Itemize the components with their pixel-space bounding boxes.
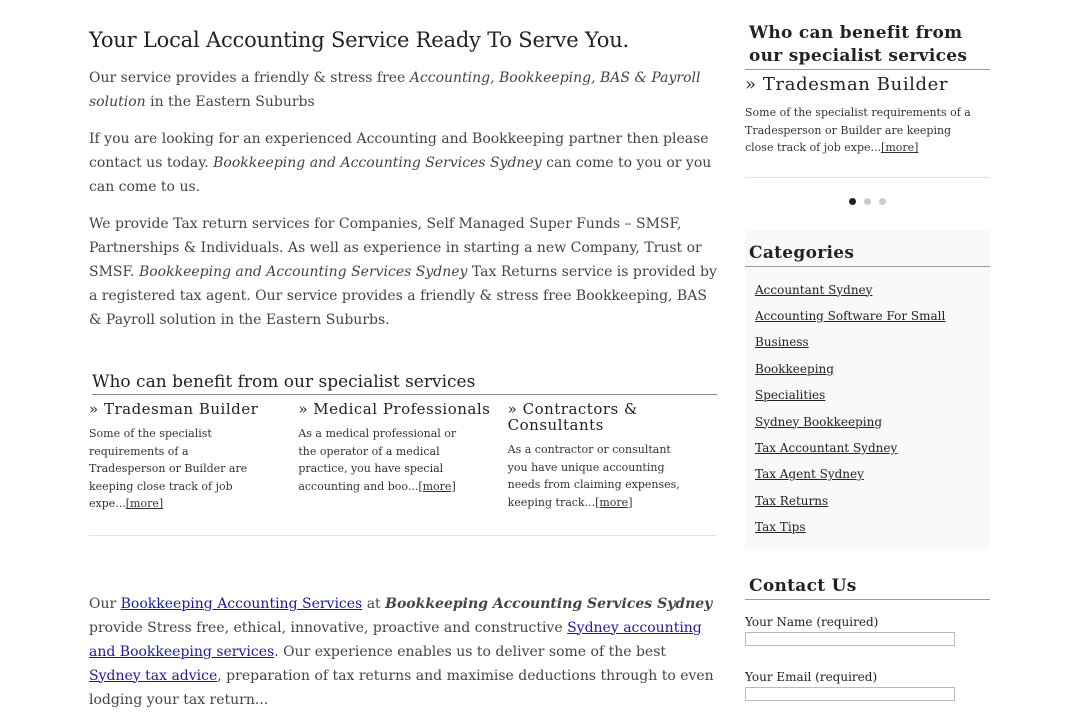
more-link[interactable]: [more] bbox=[125, 497, 164, 510]
name-input[interactable] bbox=[745, 632, 955, 646]
intro-paragraph-3 bbox=[89, 212, 717, 332]
blurb-text: Some of the specialist requirements of a Tradesperson or Builder are keeping close track of job expe... bbox=[89, 427, 248, 510]
divider bbox=[745, 177, 990, 178]
slider-dot-2[interactable] bbox=[864, 198, 871, 205]
text: can come to you or you can come to us. bbox=[89, 155, 712, 195]
slider-item-title: » Tradesman Builder bbox=[745, 74, 949, 95]
text: We provide Tax return services for Companies, Self Managed Super Funds – SMSF, Partnerships & Individuals. As well as experience in starting a new Company, Trust or SMSF. bbox=[89, 216, 702, 280]
intro-paragraph-2 bbox=[89, 127, 717, 199]
blurb-text: As a medical professional or the operator of a medical practice, you have special accounting and boo... bbox=[298, 427, 457, 493]
emphasis: Bookkeeping and Accounting Services Sydney bbox=[213, 155, 542, 171]
specialist-contractors bbox=[508, 401, 717, 513]
more-link[interactable]: [more] bbox=[418, 479, 456, 493]
list-item bbox=[755, 277, 990, 303]
sidebar bbox=[745, 22, 990, 701]
category-link[interactable]: Tax Accountant Sydney bbox=[755, 440, 898, 455]
text: Our service provides a friendly & stress free bbox=[89, 70, 410, 86]
text: provide Stress free, ethical, innovative, proactive and constructive bbox=[89, 619, 568, 636]
slider-pagination bbox=[745, 198, 990, 205]
specialist-title: » Tradesman Builder bbox=[89, 400, 259, 418]
category-link[interactable]: Tax Tips bbox=[755, 520, 806, 535]
category-link[interactable]: Specialities bbox=[755, 388, 826, 403]
emphasis: Bookkeeping and Accounting Services Sydney bbox=[138, 264, 468, 280]
text: in the Eastern Suburbs bbox=[145, 94, 315, 110]
emphasis: Accounting, Bookkeeping, BAS & Payroll solution bbox=[89, 70, 701, 110]
specialist-text bbox=[298, 425, 473, 495]
text: . Our experience enables us to deliver some of the best bbox=[274, 643, 667, 660]
list-item bbox=[755, 382, 990, 408]
list-item bbox=[755, 409, 990, 435]
specialist-heading: Who can benefit from our specialist services bbox=[92, 372, 717, 395]
category-link[interactable]: Sydney Bookkeeping bbox=[755, 414, 883, 429]
specialist-medical bbox=[298, 401, 507, 513]
list-item bbox=[755, 514, 990, 540]
specialist-title: » Contractors & Consultants bbox=[507, 400, 638, 434]
closing-paragraph bbox=[89, 592, 717, 712]
intro-text bbox=[89, 66, 717, 332]
specialist-text bbox=[508, 441, 683, 511]
contact-title: Contact Us bbox=[745, 575, 990, 600]
email-label: Your Email (required) bbox=[745, 669, 878, 684]
categories-list bbox=[755, 277, 990, 541]
blurb-text: Some of the specialist requirements of a Tradesperson or Builder are keeping close track of job expe... bbox=[745, 106, 971, 154]
specialist-columns bbox=[89, 401, 717, 513]
category-link[interactable]: Bookkeeping bbox=[755, 361, 834, 376]
categories-widget bbox=[745, 230, 990, 549]
intro-paragraph-1 bbox=[89, 66, 717, 114]
specialist-tradesman bbox=[89, 401, 298, 513]
name-label: Your Name (required) bbox=[745, 614, 879, 629]
category-link[interactable]: Accounting Software For Small Business bbox=[755, 308, 946, 350]
text: Tax Returns service is provided by a registered tax agent. Our service provides a friendly & stress free Bookkeeping, BAS & Payroll solution in the Eastern Suburbs. bbox=[89, 264, 717, 328]
list-item bbox=[755, 356, 990, 382]
more-link[interactable]: [more] bbox=[595, 495, 633, 509]
list-item bbox=[755, 488, 990, 514]
bookkeeping-services-link[interactable]: Bookkeeping Accounting Services bbox=[120, 595, 363, 612]
slider-dot-1[interactable] bbox=[849, 198, 856, 205]
blurb-text: As a contractor or consultant you have unique accounting needs from claiming expenses, keeping track... bbox=[507, 443, 680, 509]
list-item bbox=[755, 303, 990, 356]
category-link[interactable]: Tax Returns bbox=[755, 493, 829, 508]
list-item bbox=[755, 435, 990, 461]
text: at bbox=[362, 595, 386, 612]
more-link[interactable]: [more] bbox=[881, 141, 919, 154]
category-link[interactable]: Tax Agent Sydney bbox=[755, 467, 864, 482]
page-title: Your Local Accounting Service Ready To Serve You. bbox=[89, 28, 629, 52]
list-item bbox=[755, 461, 990, 487]
specialist-title: » Medical Professionals bbox=[298, 400, 491, 418]
specialist-text bbox=[89, 425, 264, 513]
sydney-accounting-link[interactable]: Sydney accounting and Bookkeeping services bbox=[89, 619, 702, 660]
slider-dot-3[interactable] bbox=[879, 198, 886, 205]
slider-item-text bbox=[745, 104, 975, 157]
main-content bbox=[89, 28, 717, 712]
slider-title: Who can benefit from our specialist services bbox=[745, 22, 990, 70]
bold-text: Bookkeeping Accounting Services Sydney bbox=[385, 595, 713, 612]
divider bbox=[89, 535, 717, 536]
categories-title: Categories bbox=[745, 242, 990, 267]
text: Our bbox=[89, 595, 121, 612]
email-input[interactable] bbox=[745, 687, 955, 701]
sydney-tax-advice-link[interactable]: Sydney tax advice bbox=[89, 667, 218, 684]
text: , preparation of tax returns and maximise deductions through to even lodging your tax return... bbox=[89, 667, 714, 708]
text: If you are looking for an experienced Accounting and Bookkeeping partner then please contact us today. bbox=[89, 131, 709, 171]
category-link[interactable]: Accountant Sydney bbox=[755, 282, 873, 297]
